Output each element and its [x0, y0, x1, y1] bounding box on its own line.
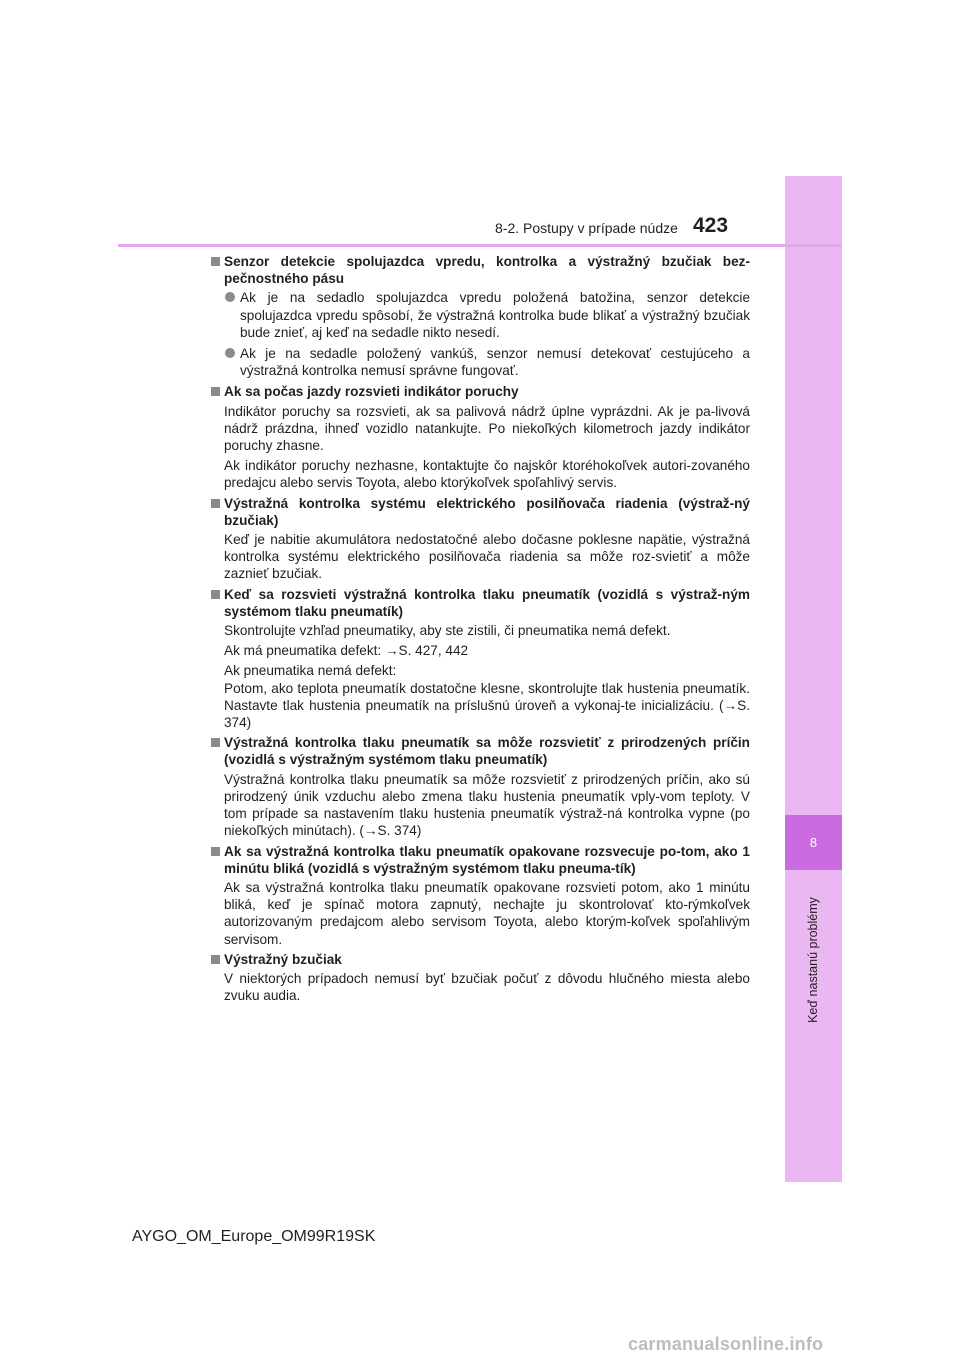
section-heading: Ak sa výstražná kontrolka tlaku pneumatík opakovane rozsvecuje po-tom, ako 1 minútu bliká (vozidlá s výstražným systémom tlaku pneuma-tík) — [210, 843, 750, 877]
paragraph: Potom, ako teplota pneumatík dostatočne klesne, skontrolujte tlak hustenia pneumatík. Nastavte tlak hustenia pneumatík na príslušnú úroveň a vykonaj-te inicializáciu. (→S. 374) — [224, 680, 750, 731]
section-heading: Výstražná kontrolka systému elektrického posilňovača riadenia (výstraž-ný bzučiak) — [210, 495, 750, 529]
paragraph: V niektorých prípadoch nemusí byť bzučiak počuť z dôvodu hlučného miesta alebo zvuku audia. — [224, 970, 750, 1004]
paragraph: Ak pneumatika nemá defekt: — [224, 663, 397, 679]
square-bullet-icon — [211, 257, 220, 266]
list-item: Ak je na sedadlo spolujazdca vpredu položená batožina, senzor detekcie spolujazdca vpredu spôsobí, že výstražná kontrolka bude blikať a výstražný bzučiak bude znieť, aj keď na sedadle nikto nesedí. — [210, 289, 750, 341]
square-bullet-icon — [211, 955, 220, 964]
chapter-title-vertical: Keď nastanú problémy — [806, 897, 820, 1023]
paragraph: Výstražná kontrolka tlaku pneumatík sa môže rozsvietiť z prirodzených príčin, ako sú prirodzený únik vzduchu alebo zmena tlaku hustenia pneumatík vply-vom teploty. V tom prípade sa nastavením tlaku hustenia pneumatík výstraž-ná kontrolka vypne (po niekoľkých minútach). (→S. 374) — [224, 771, 750, 839]
section-tire-pressure-repeat — [210, 843, 750, 948]
page-content — [210, 253, 750, 1007]
document-code: AYGO_OM_Europe_OM99R19SK — [132, 1228, 376, 1245]
paragraph: Ak indikátor poruchy nezhasne, kontaktujte čo najskôr ktoréhokoľvek autori-zovaného predajcu alebo servis Toyota, alebo ktorýkoľvek spoľahlivý servis. — [224, 458, 750, 491]
round-bullet-icon — [225, 292, 235, 302]
list-item: Ak je na sedadle položený vankúš, senzor nemusí detekovať cestujúceho a výstražná kontrolka nemusí správne fungovať. — [210, 345, 750, 379]
header-rule — [118, 244, 842, 247]
square-bullet-icon — [211, 590, 220, 599]
paragraph: Ak má pneumatika defekt: →S. 427, 442 — [224, 643, 469, 659]
chapter-side-strip — [785, 176, 842, 1182]
square-bullet-icon — [211, 499, 220, 508]
chapter-number-tab[interactable] — [785, 815, 842, 870]
section-heading: Výstražná kontrolka tlaku pneumatík sa môže rozsvietiť z prirodzených príčin (vozidlá s výstražným systémom tlaku pneumatík) — [210, 734, 750, 768]
section-eps-warning — [210, 495, 750, 583]
section-malfunction-indicator — [210, 383, 750, 491]
square-bullet-icon — [211, 387, 220, 396]
section-heading: Keď sa rozsvieti výstražná kontrolka tlaku pneumatík (vozidlá s výstraž-ným systémom tlaku pneumatík) — [210, 586, 750, 620]
square-bullet-icon — [211, 738, 220, 747]
paragraph: Skontrolujte vzhľad pneumatiky, aby ste zistili, či pneumatika nemá defekt. — [224, 623, 671, 639]
section-heading: Ak sa počas jazdy rozsvieti indikátor poruchy — [210, 383, 750, 400]
round-bullet-icon — [225, 348, 235, 358]
section-tire-pressure-natural — [210, 734, 750, 839]
paragraph: Ak sa výstražná kontrolka tlaku pneumatík opakovane rozsvieti potom, ako 1 minútu bliká, keď je spínač motora zapnutý, nechajte ju skontrolovať kto-rýmkoľvek autorizovaným predajcom alebo servisom Toyota, alebo ktorým-koľvek spoľahlivým servisom. — [224, 879, 750, 947]
chapter-number: 8 — [809, 835, 818, 850]
page-number: 423 — [693, 214, 729, 237]
section-heading: Výstražný bzučiak — [210, 951, 750, 968]
section-tire-pressure-light — [210, 586, 750, 732]
section-heading: Senzor detekcie spolujazdca vpredu, kontrolka a výstražný bzučiak bez-pečnostného pásu — [210, 253, 750, 287]
square-bullet-icon — [211, 847, 220, 856]
section-seat-belt-sensor — [210, 253, 750, 379]
paragraph: Indikátor poruchy sa rozsvieti, ak sa palivová nádrž úplne vyprázdni. Ak je pa-livová nádrž prázdna, ihneď vozidlo natankujte. Po niekoľkých kilometroch jazdy indikátor poruchy zhasne. — [224, 403, 750, 454]
paragraph: Keď je nabitie akumulátora nedostatočné alebo dočasne poklesne napätie, výstražná kontrolka systému elektrického posilňovača riadenia sa môže roz-svietiť a môže zaznieť bzučiak. — [224, 532, 750, 582]
watermark: carmanualsonline.info — [628, 1334, 824, 1354]
section-title: 8-2. Postupy v prípade núdze — [495, 220, 678, 236]
section-warning-buzzer — [210, 951, 750, 1005]
